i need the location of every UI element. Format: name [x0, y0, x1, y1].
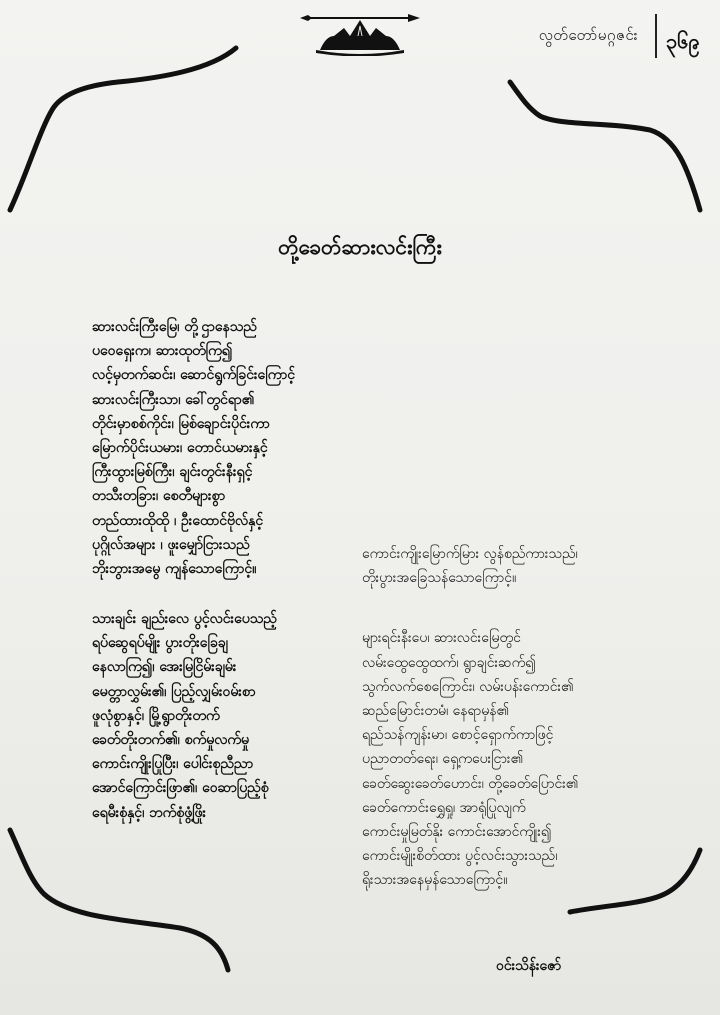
poem-line: ကောင်းကျိုးပြုပြီး၊ ပေါင်းစုညီညာ: [92, 756, 254, 773]
poem-author: ဝင်းသိန်းဇော်: [496, 958, 562, 974]
stanza-spacer: [92, 581, 295, 607]
poem-line: ဆားလင်းကြီးမြေ၊ တို့ဌာနေသည်: [92, 319, 257, 335]
poem-left-column: [92, 315, 295, 825]
poem-line: မြောက်ပိုင်းယမား၊ တောင်ယမားနှင့်: [92, 439, 268, 456]
poem-line: လင့်မှတက်ဆင်း၊ ဆောင်ရွက်ခြင်းကြောင့်: [92, 367, 296, 384]
poem-line: ဘိုးဘွားအမွေ ကျန်သောကြောင့်။: [92, 560, 257, 577]
poem-line: အောင်ကြောင်းဖြာ၏၊ ဝေဆာပြည့်စုံ: [92, 780, 269, 797]
stanza: [362, 626, 578, 892]
running-title: လွတ်တော်မဂ္ဂဇင်း: [538, 26, 638, 44]
stanza: [362, 542, 578, 590]
poem-line: မေတ္တာလွှမ်း၏၊ ပြည့်လျှမ်းဝမ်းစာ: [92, 683, 256, 700]
poem-line: ပဝေရှေးက၊ ဆားထုတ်ကြ၍: [92, 343, 233, 360]
poem-line: ရေမီးစုံနှင့်၊ ဘက်စုံဖွံ့ဖြိုး: [92, 804, 207, 821]
poem-line: ပုဂ္ဂိုလ်အများ ၊ ဖူးမျှော်ငြားသည်: [92, 536, 250, 553]
poem-line: တသီးတခြား၊ စေတီများစွာ: [92, 488, 226, 505]
poem-line: များရင်းနီးပေ၊ ဆားလင်းမြေတွင်: [362, 630, 521, 647]
poem-line: ခေတ်ဆွေးခေတ်ဟောင်း၊ တို့ခေတ်ပြောင်း၏: [362, 775, 579, 792]
poem-line: ခေတ်ကောင်းရွှေရှု၊ အာရုံပြုလျက်: [362, 799, 526, 816]
poem-line: ရပ်ဆွေရပ်မျိုး ပွားတိုးခြေချ: [92, 635, 228, 652]
page-number: ၃၆၉: [666, 29, 700, 53]
poem-line: ဆားလင်းကြီးသာ၊ ခေါ်တွင်ရာ၏: [92, 391, 255, 408]
poem-line: သားချင်း ချည်းလေ ပွင့်လင်းပေသည့်: [92, 611, 277, 628]
poem-line: ဆည်မြောင်းတမံ၊ နေရာမှန်၏: [362, 702, 510, 719]
poem-line: ရည်သန်ကျန်းမာ၊ စောင့်ရှောက်ကာဖြင့်: [362, 727, 554, 744]
poem-line: သွက်လက်စေကြောင်း၊ လမ်းပန်းကောင်း၏: [362, 678, 574, 695]
poem-line: နေလာကြ၍၊ အေးမြငြိမ်းချမ်း: [92, 659, 237, 676]
stanza: [92, 315, 295, 581]
poem-line: တည်ထားထိုထို ၊ ဦးထောင်ဗိုလ်နှင့်: [92, 512, 264, 529]
poem-line: ရိုးသားအနေမှန်သောကြောင့်။: [362, 872, 508, 889]
poem-line: ကောင်းကျိုးမြောက်မြား လွန်စည်ကားသည်၊: [362, 546, 578, 562]
poem-line: ကြီးထွားမြစ်ကြီး၊ ချင်းတွင်းနီးရှင့်: [92, 464, 253, 481]
poem-line: ဖူလုံစွာနှင့်၊ မြို့ရွာတိုးတက်: [92, 707, 220, 724]
poem-line: ခေတ်တိုးတက်၏၊ စက်မှုလက်မှု: [92, 732, 250, 748]
poem-line: ကောင်းမှုမြတ်နိုး ကောင်းအောင်ကျိုး၍: [362, 823, 552, 840]
poem-title: တို့ခေတ်ဆားလင်းကြီး: [278, 235, 442, 259]
poem-line: တိုင်းမှာစစ်ကိုင်း၊ မြစ်ချောင်းပိုင်းကာ: [92, 415, 270, 432]
poem-line: ပညာတတ်ရေး၊ ရှေ့ကပေးငြား၏: [362, 751, 524, 768]
stanza: [92, 607, 295, 825]
poem-right-column: [362, 542, 578, 892]
poem-line: တိုးပွားအခြေသန်သောကြောင့်။: [362, 570, 517, 587]
poem-line: လမ်းထွေထွေထက်၊ ရွာချင်းဆက်၍: [362, 654, 536, 671]
stanza-spacer: [362, 590, 578, 626]
poem-line: ကောင်းမျိုးစိတ်ထား ပွင့်လင်းသွားသည်၊: [362, 848, 558, 865]
